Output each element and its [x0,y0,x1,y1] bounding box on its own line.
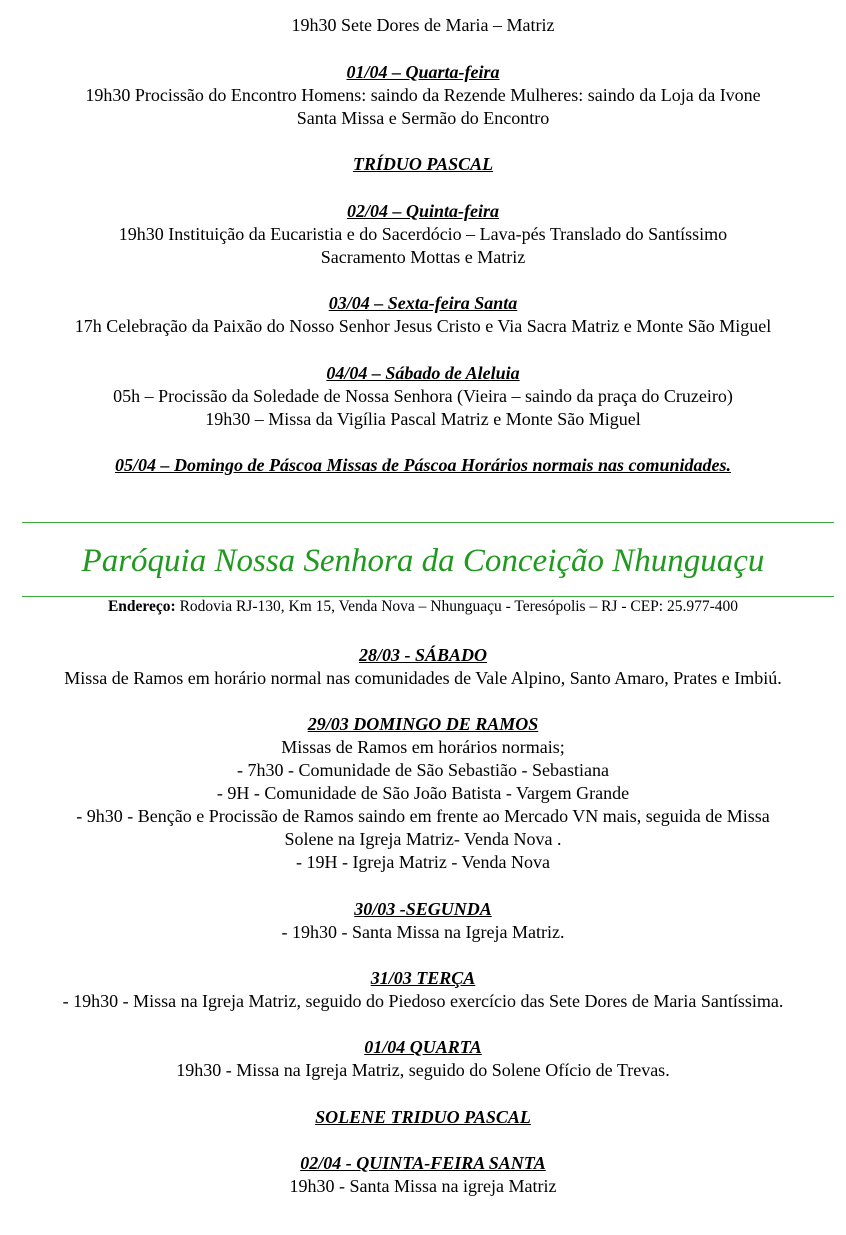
schedule-line: 19h30 - Santa Missa na igreja Matriz [289,1176,557,1196]
day-heading-0104: 01/04 – Quarta-feira [346,62,500,82]
day-heading-0304: 03/04 – Sexta-feira Santa [328,293,518,313]
schedule-line: Missas de Ramos em horários normais; [281,737,565,757]
address-label: Endereço: [107,598,176,615]
schedule-line: 19h30 - Missa na Igreja Matriz, seguido do Solene Ofício de Trevas. [176,1060,670,1080]
schedule-line: 19h30 Sete Dores de Maria – Matriz [291,15,555,35]
day-heading-0204: 02/04 – Quinta-feira [346,201,499,221]
day-heading-3003: 30/03 -SEGUNDA [354,899,492,919]
schedule-line: 19h30 Procissão do Encontro Homens: saindo da Rezende Mulheres: saindo da Loja da Ivone [85,85,761,105]
day-heading-0104-b: 01/04 QUARTA [364,1037,482,1057]
schedule-line: - 19h30 - Missa na Igreja Matriz, seguido do Piedoso exercício das Sete Dores de Maria Santíssima. [62,991,784,1011]
schedule-line: Santa Missa e Sermão do Encontro [296,108,550,128]
schedule-line: - 19H - Igreja Matriz - Venda Nova [295,852,551,872]
solene-triduo-heading: SOLENE TRIDUO PASCAL [315,1107,531,1127]
day-heading-2803: 28/03 - SÁBADO [358,645,488,665]
schedule-line: - 19h30 - Santa Missa na Igreja Matriz. [281,922,565,942]
schedule-line: 19h30 – Missa da Vigília Pascal Matriz e Monte São Miguel [205,409,641,429]
day-heading-0504: 05/04 – Domingo de Páscoa Missas de Páscoa Horários normais nas comunidades. [114,455,732,475]
schedule-line: 05h – Procissão da Soledade de Nossa Senhora (Vieira – saindo da praça do Cruzeiro) [113,386,733,406]
schedule-line: 19h30 Instituição da Eucaristia e do Sacerdócio – Lava-pés Translado do Santíssimo [118,224,728,244]
day-heading-2903: 29/03 DOMINGO DE RAMOS [307,714,539,734]
address-text: Rodovia RJ-130, Km 15, Venda Nova – Nhunguaçu - Teresópolis – RJ - CEP: 25.977-400 [175,598,739,615]
parish-address [0,597,846,617]
day-heading-0204-b: 02/04 - QUINTA-FEIRA SANTA [300,1153,546,1173]
parish-title: Paróquia Nossa Senhora da Conceição Nhunguaçu [81,543,765,579]
day-heading-0404: 04/04 – Sábado de Aleluia [326,363,520,383]
triduo-heading: TRÍDUO PASCAL [352,154,494,174]
schedule-line: - 7h30 - Comunidade de São Sebastião - Sebastiana [237,760,609,780]
schedule-line: Sacramento Mottas e Matriz [320,247,526,267]
schedule-line: 17h Celebração da Paixão do Nosso Senhor Jesus Cristo e Via Sacra Matriz e Monte São Miguel [74,316,772,336]
schedule-line: - 9h30 - Benção e Procissão de Ramos saindo em frente ao Mercado VN mais, seguida de Missa [76,806,770,826]
schedule-line: Solene na Igreja Matriz- Venda Nova . [284,829,562,849]
day-heading-3103: 31/03 TERÇA [370,968,476,988]
schedule-line: Missa de Ramos em horário normal nas comunidades de Vale Alpino, Santo Amaro, Prates e Imbiú. [64,668,782,688]
divider-top [22,522,834,523]
schedule-line: - 9H - Comunidade de São João Batista - Vargem Grande [216,783,630,803]
